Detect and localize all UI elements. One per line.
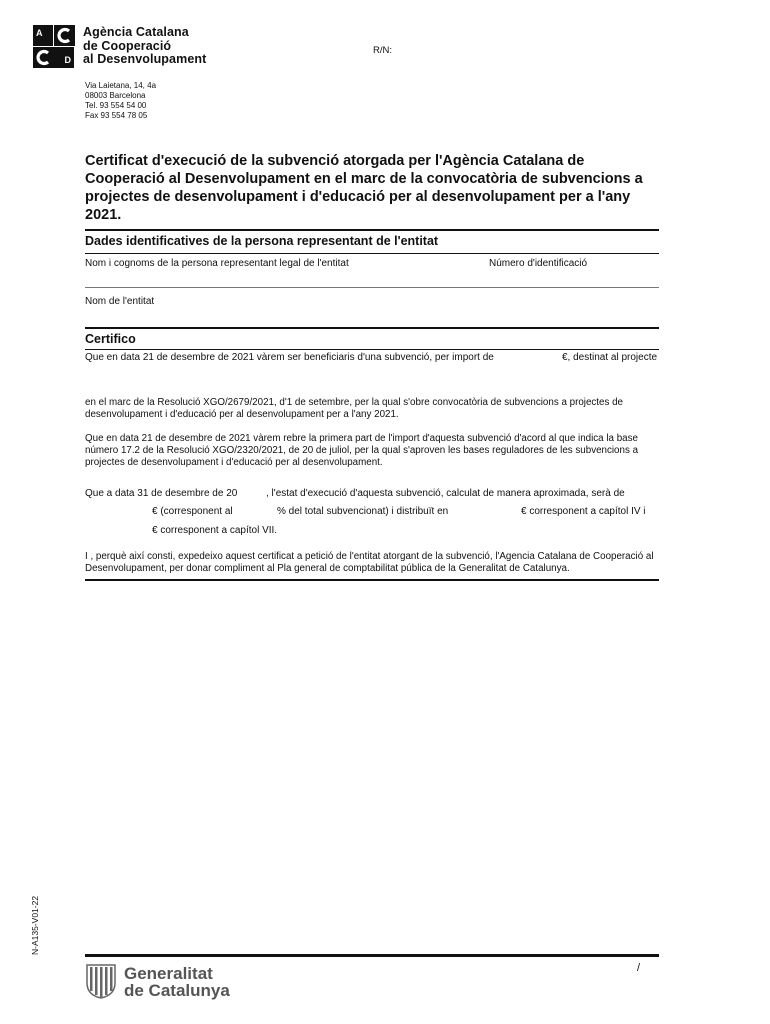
logo-cell-c-top xyxy=(54,25,74,46)
section-heading-certifico: Certifico xyxy=(85,332,136,346)
agency-name-line: al Desenvolupament xyxy=(83,52,207,66)
first-payment-paragraph: Que en data 21 de desembre de 2021 vàrem rebre la primera part de l'import d'aquesta subvenció d'acord al que indica la base número 17.2 de la Resolució XGO/2320/2021, de 20 de juliol, per la qual s'aproven les bases reguladores de les subvencions a projectes de desenvolupament i d'educació per al desenvolupament. xyxy=(85,433,639,468)
address-line: Via Laietana, 14, 4a xyxy=(85,81,157,90)
execution-date-text: Que a data 31 de desembre de 20 xyxy=(85,488,238,499)
footer-divider xyxy=(85,954,659,957)
logo-cell-d: D xyxy=(54,47,74,68)
generalitat-line: Generalitat xyxy=(124,964,213,983)
execution-state-text: , l'estat d'execució d'aquesta subvenció, calculat de manera aproximada, serà de xyxy=(266,488,625,499)
section-heading-representative: Dades identificatives de la persona representant de l'entitat xyxy=(85,234,439,248)
address-line: 08003 Barcelona xyxy=(85,91,146,100)
address-line: Tel. 93 554 54 00 xyxy=(85,101,147,110)
form-code: N-A135-V01-22 xyxy=(30,895,40,955)
field-divider xyxy=(85,287,659,288)
closing-paragraph: I , perquè així consti, expedeixo aquest certificat a petició de l'entitat atorgant de la subvenció, l'Agencia Catalana de Cooperació al Desenvolupament, per donar compliment al Pla general de comptabilitat pública de la Generalitat de Catalunya. xyxy=(85,551,654,574)
section-divider xyxy=(85,229,659,231)
chapter-vii-text: € corresponent a capítol VII. xyxy=(152,525,278,536)
agency-name-line: de Cooperació xyxy=(83,38,172,53)
execution-percent-text: % del total subvencionat) i distribuït en xyxy=(277,506,449,517)
resolution-paragraph: en el marc de la Resolució XGO/2679/2021, d'1 de setembre, per la qual s'obre convocatòria de subvencions a projectes de desenvolupament i d'educació per al desenvolupament per a l'any 2021. xyxy=(85,397,623,420)
entity-name-label: Nom de l'entitat xyxy=(85,296,155,307)
agency-name-line: Agència Catalana xyxy=(83,25,189,39)
execution-amount-text: € (corresponent al xyxy=(152,506,233,517)
reference-label: R/N: xyxy=(373,45,392,56)
logo-cell-c-bottom xyxy=(33,47,53,68)
agency-address xyxy=(85,81,156,121)
section-underline xyxy=(85,349,659,350)
identification-number-label: Número d'identificació xyxy=(489,258,588,269)
generalitat-emblem-icon xyxy=(85,963,117,999)
page-number-mark: / xyxy=(637,962,641,974)
section-underline xyxy=(85,253,659,254)
logo-c2-shape xyxy=(33,47,54,68)
representative-name-label: Nom i cognoms de la persona representant legal de l'entitat xyxy=(85,258,349,269)
agency-name xyxy=(83,26,206,67)
section-divider xyxy=(85,579,659,581)
generalitat-wordmark xyxy=(124,965,230,999)
document-title: Certificat d'execució de la subvenció atorgada per l'Agència Catalana de Cooperació al Desenvolupament en el marc de la convocatòria de subvencions a projectes de desenvolupament i d'educació per al desenvolupament per a l'any 2021. xyxy=(85,153,643,223)
logo-cell-a: A xyxy=(33,25,53,46)
address-line: Fax 93 554 78 05 xyxy=(85,111,148,120)
grant-import-text: Que en data 21 de desembre de 2021 vàrem ser beneficiaris d'una subvenció, per import de xyxy=(85,352,494,363)
chapter-iv-text: € corresponent a capítol IV i xyxy=(521,506,646,517)
accd-logo xyxy=(33,25,75,69)
generalitat-line: de Catalunya xyxy=(124,981,230,1000)
logo-c-shape xyxy=(54,25,75,46)
section-divider xyxy=(85,327,659,329)
grant-project-text: €, destinat al projecte xyxy=(562,352,658,363)
